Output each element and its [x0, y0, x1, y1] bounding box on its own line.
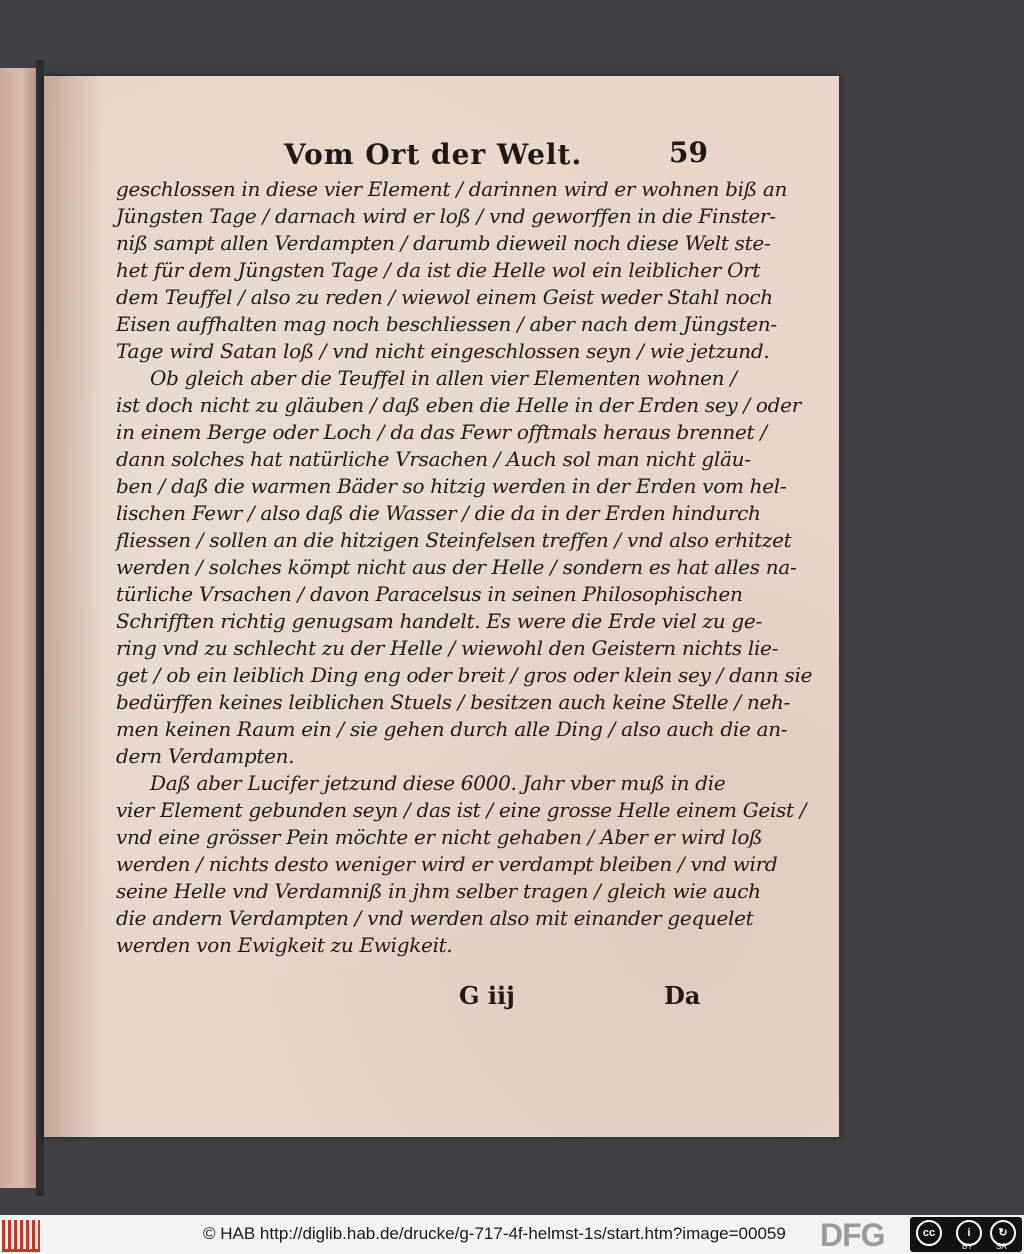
sa-label: SA	[996, 1242, 1007, 1251]
text-line: het für dem Jüngsten Tage / da ist die Helle wol ein leiblicher Ort	[116, 258, 761, 282]
body-text	[116, 176, 813, 959]
cc-license-badge[interactable]	[910, 1217, 1022, 1252]
dfg-logo[interactable]: DFG	[820, 1217, 885, 1253]
copyright-link[interactable]: © HAB http://diglib.hab.de/drucke/g-717-4f-helmst-1s/start.htm?image=00059	[203, 1224, 786, 1243]
text-line: men keinen Raum ein / sie gehen durch alle Ding / also auch die an-	[116, 717, 788, 741]
footer-bar	[0, 1215, 1024, 1254]
text-line: ist doch nicht zu gläuben / daß eben die Helle in der Erden sey / oder	[116, 393, 801, 417]
by-label: BY	[962, 1242, 973, 1251]
text-line: get / ob ein leiblich Ding eng oder breit / gros oder klein sey / dann sie	[116, 663, 813, 687]
text-line: werden von Ewigkeit zu Ewigkeit.	[116, 933, 453, 957]
text-line: geschlossen in diese vier Element / darinnen wird er wohnen biß an	[116, 177, 788, 201]
text-line: lischen Fewr / also daß die Wasser / die da in der Erden hindurch	[116, 501, 761, 525]
text-line: ben / daß die warmen Bäder so hitzig werden in der Erden vom hel-	[116, 474, 787, 498]
text-line: niß sampt allen Verdampten / darumb dieweil noch diese Welt ste-	[116, 231, 771, 255]
text-line: bedürffen keines leiblichen Stuels / besitzen auch keine Stelle / neh-	[116, 690, 791, 714]
text-line: Tage wird Satan loß / vnd nicht eingeschlossen seyn / wie jetzund.	[116, 339, 770, 363]
text-line: Daß aber Lucifer jetzund diese 6000. Jahr vber muß in die	[150, 771, 726, 795]
share-alike-icon: ↻	[990, 1220, 1016, 1246]
text-line: Jüngsten Tage / darnach wird er loß / vnd geworffen in die Finster-	[116, 204, 776, 228]
text-line: die andern Verdampten / vnd werden also mit einander gequelet	[116, 906, 754, 930]
cc-icon: cc	[916, 1220, 942, 1246]
signature-mark: G iij	[459, 981, 515, 1010]
text-line: türliche Vrsachen / davon Paracelsus in seinen Philosophischen	[116, 582, 743, 606]
text-line: seine Helle vnd Verdamniß in jhm selber tragen / gleich wie auch	[116, 879, 761, 903]
text-line: vier Element gebunden seyn / das ist / eine grosse Helle einem Geist /	[116, 798, 807, 822]
text-line: fliessen / sollen an die hitzigen Steinfelsen treffen / vnd also erhitzet	[116, 528, 792, 552]
text-line: werden / solches kömpt nicht aus der Helle / sondern es hat alles na-	[116, 555, 797, 579]
text-line: werden / nichts desto weniger wird er verdampt bleiben / vnd wird	[116, 852, 778, 876]
text-line: Schrifften richtig genugsam handelt. Es were die Erde viel zu ge-	[116, 609, 762, 633]
text-line: in einem Berge oder Loch / da das Fewr offtmals heraus brennet /	[116, 420, 767, 444]
page-gutter-shadow	[44, 76, 104, 1137]
scanned-page	[44, 76, 839, 1137]
hab-library-logo[interactable]	[2, 1220, 40, 1252]
running-title: Vom Ort der Welt.	[284, 138, 583, 171]
book-binding-gutter	[36, 60, 44, 1196]
text-line: Ob gleich aber die Teuffel in allen vier Elementen wohnen /	[150, 366, 737, 390]
page-number: 59	[669, 136, 708, 169]
text-line: dern Verdampten.	[116, 744, 295, 768]
text-line: dem Teuffel / also zu reden / wiewol einem Geist weder Stahl noch	[116, 285, 773, 309]
text-line: ring vnd zu schlecht zu der Helle / wiewohl den Geistern nichts lie-	[116, 636, 779, 660]
text-line: Eisen auffhalten mag noch beschliessen / aber nach dem Jüngsten-	[116, 312, 777, 336]
attribution-icon: i	[956, 1220, 982, 1246]
text-line: dann solches hat natürliche Vrsachen / Auch sol man nicht gläu-	[116, 447, 751, 471]
previous-page-edge	[0, 68, 36, 1188]
catchword: Da	[664, 981, 701, 1010]
text-line: vnd eine grösser Pein möchte er nicht gehaben / Aber er wird loß	[116, 825, 763, 849]
